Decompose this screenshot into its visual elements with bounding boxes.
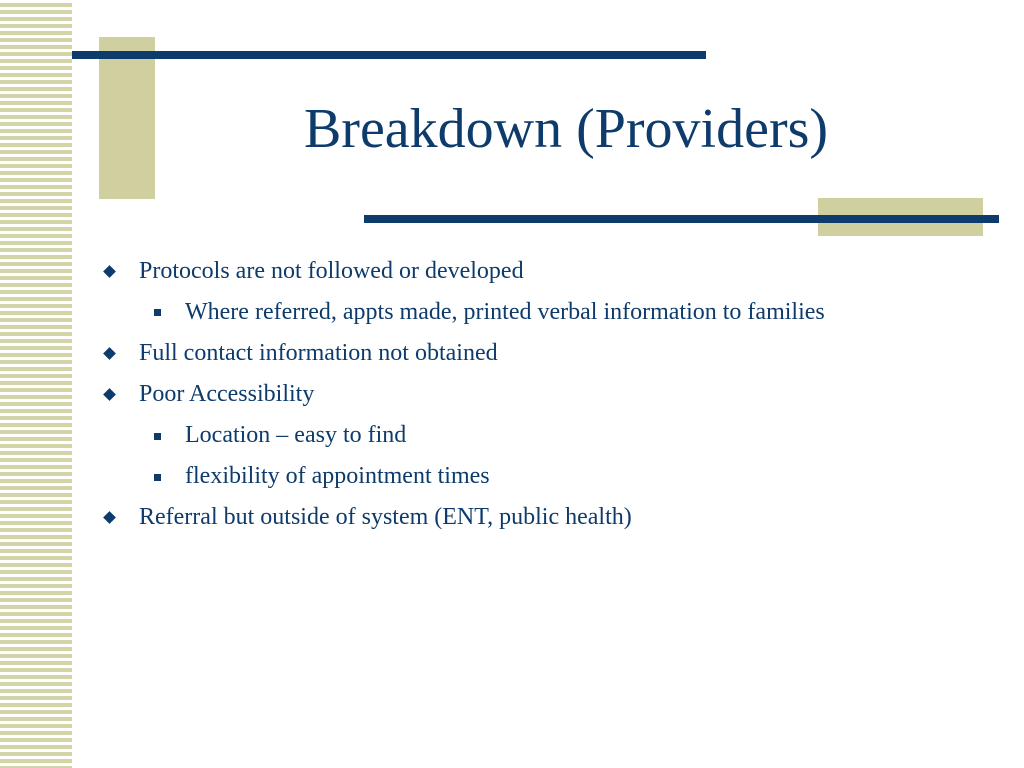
diamond-bullet-icon bbox=[103, 388, 116, 401]
diamond-bullet-icon bbox=[103, 347, 116, 360]
diamond-bullet-icon bbox=[103, 511, 116, 524]
diamond-bullet-icon bbox=[103, 265, 116, 278]
bullet-item-level1: Referral but outside of system (ENT, public health) bbox=[139, 504, 632, 530]
square-bullet-icon bbox=[154, 309, 161, 316]
bullet-list bbox=[0, 251, 1024, 611]
decor-tan-block-left bbox=[99, 37, 155, 199]
bullet-item-level1: Protocols are not followed or developed bbox=[139, 258, 524, 284]
bullet-item-level1: Poor Accessibility bbox=[139, 381, 315, 407]
bullet-item-level2: flexibility of appointment times bbox=[185, 463, 490, 489]
slide-title: Breakdown (Providers) bbox=[303, 98, 829, 160]
square-bullet-icon bbox=[154, 474, 161, 481]
bullet-item-level2: Location – easy to find bbox=[185, 422, 407, 448]
bullet-item-level2: Where referred, appts made, printed verbal information to families bbox=[185, 299, 825, 325]
decor-rule-top bbox=[72, 51, 706, 59]
bullet-item-level1: Full contact information not obtained bbox=[139, 340, 498, 366]
square-bullet-icon bbox=[154, 433, 161, 440]
decor-rule-bottom bbox=[364, 215, 999, 223]
